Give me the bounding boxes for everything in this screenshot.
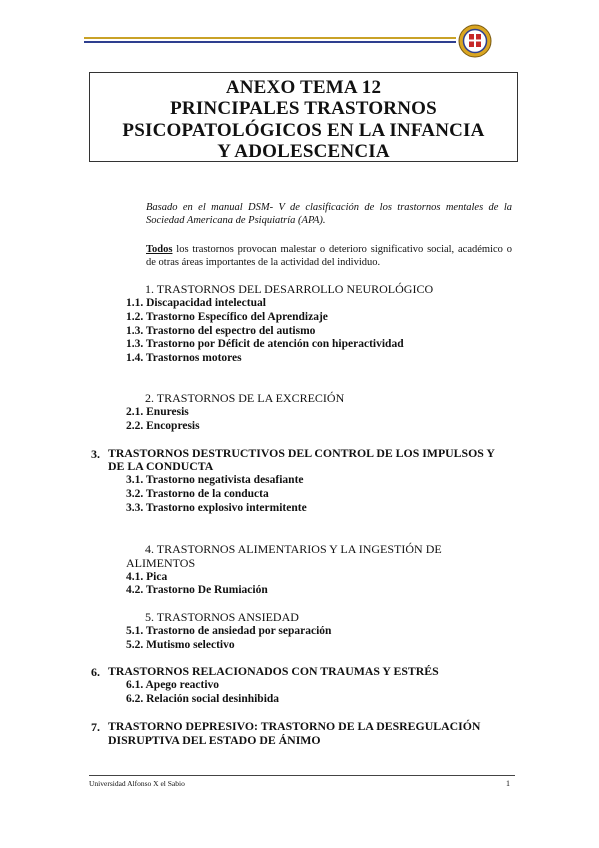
list-item: 3.2. Trastorno de la conducta [126,488,269,500]
title-line-4: Y ADOLESCENCIA [217,141,390,162]
list-item: 3.1. Trastorno negativista desafiante [126,474,304,486]
page-number: 1 [506,779,510,788]
list-item: 6.1. Apego reactivo [126,679,220,691]
intro-all-word: Todos [146,244,173,255]
title-line-1: ANEXO TEMA 12 [225,77,382,98]
section-5-heading: 5. TRASTORNOS ANSIEDAD [145,610,299,624]
university-seal-icon [458,24,492,58]
section-7-heading-line-1: TRASTORNO DEPRESIVO: TRASTORNO DE LA DESREGULACIÓN [108,719,481,733]
intro-text: los trastornos provocan malestar o deterioro significativo social, académico o de otras áreas importantes de la actividad del individuo. [146,244,512,268]
section-3-heading-line-2: DE LA CONDUCTA [108,459,214,473]
section-3-heading-line-1: TRASTORNOS DESTRUCTIVOS DEL CONTROL DE LOS IMPULSOS Y [108,446,495,460]
list-item: 1.3. Trastorno del espectro del autismo [126,325,316,337]
list-item: 1.4. Trastornos motores [126,352,242,364]
list-item: 3.3. Trastorno explosivo intermitente [126,502,307,514]
list-item: 1.2. Trastorno Específico del Aprendizaje [126,311,328,323]
section-2-heading: 2. TRASTORNOS DE LA EXCRECIÓN [145,391,345,405]
footer-divider [89,775,515,776]
footer-institution: Universidad Alfonso X el Sabio [89,779,185,788]
list-item: 1.1. Discapacidad intelectual [126,297,266,309]
section-7-number: 7. [91,720,100,734]
header-line-gold [84,37,456,39]
list-item: 4.1. Pica [126,571,168,583]
list-item: 4.2. Trastorno De Rumiación [126,584,268,596]
list-item: 5.2. Mutismo selectivo [126,639,235,651]
section-7-heading-line-2: DISRUPTIVA DEL ESTADO DE ÁNIMO [108,733,321,747]
section-4-heading-line-2: ALIMENTOS [126,556,196,570]
section-3-number: 3. [91,447,100,461]
section-6-heading: TRASTORNOS RELACIONADOS CON TRAUMAS Y ESTRÉS [108,664,439,678]
section-1-heading: 1. TRASTORNOS DEL DESARROLLO NEUROLÓGICO [145,282,434,296]
intro-paragraph [146,243,512,269]
section-6-number: 6. [91,665,100,679]
list-item: 2.1. Enuresis [126,406,189,418]
list-item: 6.2. Relación social desinhibida [126,693,280,705]
list-item: 2.2. Encopresis [126,420,200,432]
title-line-2: PRINCIPALES TRASTORNOS [170,98,437,119]
title-line-3: PSICOPATOLÓGICOS EN LA INFANCIA [122,120,485,141]
source-note: Basado en el manual DSM- V de clasificación de los trastornos mentales de la Sociedad Americana de Psiquiatría (APA). [146,202,512,226]
list-item: 1.3. Trastorno por Déficit de atención con hiperactividad [126,338,404,350]
section-4-heading-line-1: 4. TRASTORNOS ALIMENTARIOS Y LA INGESTIÓN DE [145,542,442,556]
header-line-blue [84,41,456,43]
list-item: 5.1. Trastorno de ansiedad por separación [126,625,332,637]
